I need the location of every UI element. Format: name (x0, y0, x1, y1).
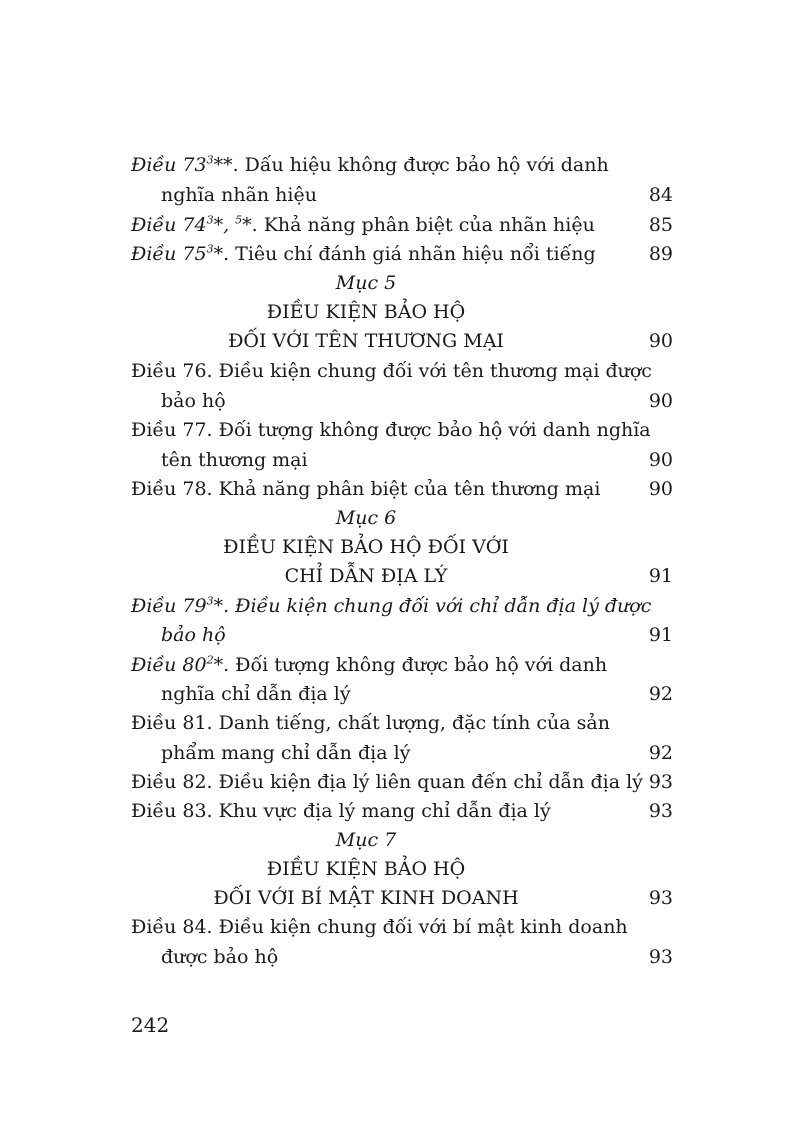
page-ref: 92 (648, 742, 673, 764)
article-label: Điều 75 (131, 243, 207, 265)
page-ref: 85 (648, 214, 673, 236)
section-title-cont (131, 561, 673, 591)
section-heading: Mục 5 (335, 272, 397, 294)
article-title-cont: tên thương mại (161, 449, 308, 471)
toc-entry-73-cont (161, 180, 673, 210)
page-ref: 92 (648, 683, 673, 705)
separator: *, (213, 214, 236, 236)
toc-entry-82 (131, 767, 673, 797)
toc-entry-76-cont (161, 386, 673, 416)
section-title: ĐIỀU KIỆN BẢO HỘ (266, 858, 466, 880)
page-ref: 93 (648, 946, 673, 968)
toc-entry-79 (131, 591, 673, 621)
superscript: 3 (206, 594, 214, 608)
article-title: *. Dấu hiệu không được bảo hộ với danh (223, 154, 609, 176)
article-label: Điều 74 (131, 214, 207, 236)
article-title-cont: bảo hộ (161, 624, 226, 646)
toc-entry-77 (131, 415, 673, 445)
page-ref: 93 (648, 887, 673, 909)
article-title-cont: được bảo hộ (161, 946, 279, 968)
toc-entry-77-cont (161, 445, 673, 475)
superscript: 2 (206, 653, 214, 667)
article-title-cont: nghĩa nhãn hiệu (161, 184, 317, 206)
toc-entry-83 (131, 796, 673, 826)
article-title: *. Điều kiện chung đối với chỉ dẫn địa lý được (213, 595, 652, 617)
toc-entry-80 (131, 650, 673, 680)
article-title: Điều 83. Khu vực địa lý mang chỉ dẫn địa lý (131, 800, 551, 822)
page-ref: 93 (648, 771, 673, 793)
toc-entry-78 (131, 474, 673, 504)
article-title-cont: phẩm mang chỉ dẫn địa lý (161, 742, 411, 764)
superscript: 3 (206, 242, 214, 256)
article-label: Điều 79 (131, 595, 207, 617)
article-title: Điều 77. Đối tượng không được bảo hộ với danh nghĩa (131, 419, 651, 441)
superscript: 3 (206, 213, 214, 227)
section-title-cont (131, 883, 673, 913)
article-title: Điều 81. Danh tiếng, chất lượng, đặc tính của sản (131, 712, 610, 734)
toc-entry-80-cont (161, 679, 673, 709)
article-title: Điều 78. Khả năng phân biệt của tên thương mại (131, 478, 601, 500)
superscript: 5 (235, 213, 243, 227)
article-title: Điều 84. Điều kiện chung đối với bí mật kinh doanh (131, 916, 628, 938)
article-title-cont: nghĩa chỉ dẫn địa lý (161, 683, 351, 705)
section-title-text: ĐỐI VỚI TÊN THƯƠNG MẠI (228, 330, 504, 352)
page-ref: 90 (648, 449, 673, 471)
section-heading: Mục 6 (335, 507, 397, 529)
page-ref: 91 (648, 565, 673, 587)
toc-entry-76 (131, 356, 673, 386)
superscript: 3 (206, 153, 214, 167)
article-title-cont: bảo hộ (161, 390, 226, 412)
article-title: *. Đối tượng không được bảo hộ với danh (213, 654, 608, 676)
page-ref: 93 (648, 800, 673, 822)
toc-entry-81 (131, 708, 673, 738)
page-ref: 91 (648, 624, 673, 646)
page-ref: 90 (648, 390, 673, 412)
toc-entry-75 (131, 239, 673, 269)
section-heading: Mục 7 (335, 829, 397, 851)
toc-entry-79-cont (161, 620, 673, 650)
section-title-cont (131, 326, 673, 356)
toc-entry-74 (131, 210, 673, 240)
toc-entry-84-cont (161, 942, 673, 972)
article-title: *. Tiêu chí đánh giá nhãn hiệu nổi tiếng (213, 243, 596, 265)
section-title: ĐIỀU KIỆN BẢO HỘ (266, 301, 466, 323)
article-title: Điều 82. Điều kiện địa lý liên quan đến chỉ dẫn địa lý (131, 771, 643, 793)
article-label: Điều 80 (131, 654, 207, 676)
toc-entry-84 (131, 912, 673, 942)
toc-entry-81-cont (161, 738, 673, 768)
article-title: *. Khả năng phân biệt của nhãn hiệu (242, 214, 595, 236)
page-number: 242 (131, 1013, 170, 1037)
article-label: Điều 73 (131, 154, 207, 176)
section-title-text: CHỈ DẪN ĐỊA LÝ (284, 565, 448, 587)
section-title-text: ĐỐI VỚI BÍ MẬT KINH DOANH (213, 887, 519, 909)
article-title: Điều 76. Điều kiện chung đối với tên thương mại được (131, 360, 652, 382)
page-ref: 89 (648, 243, 673, 265)
toc-entry-73: Điều $73^3**$. Dấu hiệu không được bảo hộ với danh (131, 153, 609, 176)
page-ref: 90 (648, 330, 673, 352)
page-ref: 84 (648, 184, 673, 206)
page-ref: 90 (648, 478, 673, 500)
section-title: ĐIỀU KIỆN BẢO HỘ ĐỐI VỚI (223, 536, 509, 558)
